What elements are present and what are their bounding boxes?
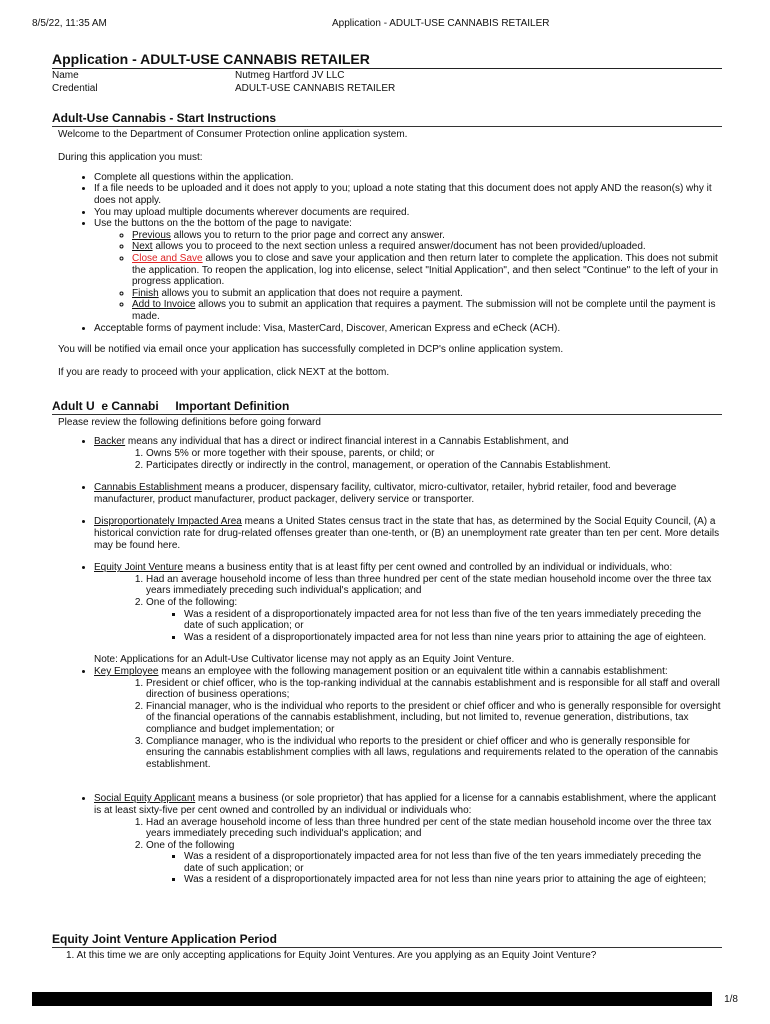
list-item: 3. Compliance manager, who is the individual who reports to the president or chief officer and who is generally responsible for ensuring the cannabis establishment complies with all laws, regulations and requirements related to the operation of the cannabis establishment. — [146, 736, 722, 771]
list-item — [94, 218, 722, 322]
sub-label: One of the following — [146, 839, 235, 851]
def-ejv — [94, 562, 722, 666]
during-text: During this application you must: — [58, 152, 203, 164]
meta-row-credential — [52, 83, 722, 96]
nav-item-add-invoice — [132, 299, 722, 322]
key-employee-term[interactable]: Key Employee — [94, 665, 159, 677]
ejv-question: 1. At this time we are only accepting applications for Equity Joint Ventures. Are you applying as an Equity Joint Venture? — [66, 950, 597, 962]
def-establishment — [94, 482, 722, 516]
backer-sublist — [94, 448, 722, 471]
sea-sublist — [94, 817, 722, 887]
ejv-period-heading: Equity Joint Venture Application Period — [52, 932, 722, 948]
def-desc: means any individual that has a direct or indirect financial interest in a Cannabis Establishment, and — [125, 436, 569, 448]
meta-value: Nutmeg Hartford JV LLC — [235, 70, 345, 81]
def-dia — [94, 516, 722, 562]
def-key-employee — [94, 666, 722, 793]
def-desc: means a United States census tract in the state that has, as determined by the Social Equity Council, (A) a historical conviction rate for drug-related offenses greater than one-tenth, or (B) an unemployment rate greater than ten per cent. More details may be found here. — [94, 516, 720, 551]
list-item: ▪ Was a resident of a disproportionately impacted area for not less than nine years prior to attaining the age of eighteen. — [184, 632, 722, 644]
list-item: ▪ Was a resident of a disproportionately impacted area for not less than nine years prior to attaining the age of eighteen; — [184, 874, 722, 886]
list-item: 1. Had an average household income of less than three hundred per cent of the state median household income over the three tax years immediately preceding such individual's application; and — [146, 574, 722, 597]
definitions-list — [52, 436, 722, 886]
ejv-period-section — [52, 932, 722, 962]
ejv-note: Note: Applications for an Adult-Use Cultivator license may not apply as an Equity Joint Venture. — [94, 654, 515, 666]
list-item: 2. Participates directly or indirectly in the control, management, or operation of the Cannabis Establishment. — [146, 460, 722, 472]
def-desc: means a business entity that is at least fifty per cent owned and controlled by an individual or individuals, who: — [182, 562, 673, 574]
notify-text: You will be notified via email once your application has successfully completed in DCP's online application system. — [58, 344, 564, 356]
list-item: • Complete all questions within the application. — [94, 172, 722, 184]
backer-term[interactable]: Backer — [94, 436, 126, 448]
instructions-heading: Adult-Use Cannabis - Start Instructions — [52, 111, 722, 127]
nav-desc: allows you to return to the prior page and correct any answer. — [170, 229, 445, 241]
print-datetime: 8/5/22, 11:35 AM — [32, 18, 107, 29]
instructions-section — [52, 111, 722, 379]
dia-term[interactable]: Disproportionately Impacted Area — [94, 516, 242, 528]
list-item: • You may upload multiple documents wherever documents are required. — [94, 207, 722, 219]
page-footer-bar — [32, 992, 712, 1006]
nav-item-next — [132, 241, 722, 253]
sub-label: One of the following: — [146, 597, 238, 608]
meta-label: Name — [52, 70, 79, 81]
meta-table — [52, 70, 722, 96]
nav-intro: Use the buttons on the the bottom of the page to navigate: — [94, 218, 352, 230]
next-link[interactable]: Next — [132, 241, 153, 253]
list-item — [146, 840, 722, 886]
application-document — [52, 50, 722, 962]
nav-item-close-save — [132, 253, 722, 288]
key-sublist — [94, 678, 722, 771]
sea-bullets — [146, 851, 722, 886]
meta-label: Credential — [52, 83, 98, 94]
def-desc: means a producer, dispensary facility, cultivator, micro-cultivator, retailer, hybrid retailer, food and beverage manufacturer, product manufacturer, product packager, delivery service or transporter. — [94, 482, 677, 505]
list-item: 1. Owns 5% or more together with their spouse, parents, or child; or — [146, 448, 722, 460]
ejv-bullets — [146, 609, 722, 644]
proceed-text: If you are ready to proceed with your application, click NEXT at the bottom. — [58, 367, 390, 379]
definitions-section — [52, 399, 722, 886]
ejv-sublist — [94, 574, 722, 644]
page-number: 1/8 — [724, 994, 738, 1005]
list-item: ▪ Was a resident of a disproportionately impacted area for not less than five of the ten years immediately preceding the date of such application; or — [184, 609, 722, 632]
nav-item-finish — [132, 288, 722, 300]
def-social-equity — [94, 793, 722, 886]
nav-desc: allows you to submit an application that requires a payment. The submission will not be complete until the payment is made. — [132, 299, 716, 322]
nav-item-previous — [132, 230, 722, 242]
def-backer — [94, 436, 722, 482]
meta-row-name — [52, 70, 722, 83]
list-item: 2. Financial manager, who is the individual who reports to the president or chief officer and who is generally responsible for oversight of the financial operations of the cannabis establishment, including, but not limited to, revenue generation, distributions, tax compliance and budget implementation; or — [146, 701, 722, 736]
nav-desc: allows you to close and save your application and then return later to complete the application. This does not submit the application. To reopen the application, log into elicense, select "Initial Application", and then select "Continue" to the left of your in progress application. — [132, 252, 719, 288]
welcome-text: Welcome to the Department of Consumer Protection online application system. — [58, 129, 408, 140]
payment-item: • Acceptable forms of payment include: Visa, MasterCard, Discover, American Express and eCheck (ACH). — [94, 323, 722, 335]
list-item: 1. President or chief officer, who is the top-ranking individual at the cannabis establishment and is responsible for all staff and overall direction of business operations; — [146, 678, 722, 701]
def-desc: means a business (or sole proprietor) that has applied for a license for a cannabis establishment, where the applicant is at least sixty-five per cent owned and controlled by an individual or individuals who: — [94, 793, 717, 816]
nav-button-list — [94, 230, 722, 323]
ejv-term[interactable]: Equity Joint Venture — [94, 562, 183, 574]
list-item — [146, 597, 722, 643]
meta-value: ADULT-USE CANNABIS RETAILER — [235, 83, 396, 94]
close-and-save-link[interactable]: Close and Save — [132, 252, 203, 264]
finish-link[interactable]: Finish — [132, 287, 159, 299]
definitions-intro: Please review the following definitions before going forward — [58, 416, 321, 428]
previous-link[interactable]: Previous — [132, 229, 171, 241]
page-title: Application - ADULT-USE CANNABIS RETAILER — [52, 50, 722, 69]
instruction-list — [52, 172, 722, 334]
add-to-invoice-link[interactable]: Add to Invoice — [132, 299, 196, 311]
print-title: Application - ADULT-USE CANNABIS RETAILER — [332, 18, 550, 29]
list-item: • If a file needs to be uploaded and it does not apply to you; upload a note stating that this document does not apply AND the reason(s) why it does not apply. — [94, 183, 722, 206]
list-item: ▪ Was a resident of a disproportionately impacted area for not less than five of the ten years immediately preceding the date of such application; or — [184, 851, 722, 874]
list-item: 1. Had an average household income of less than three hundred per cent of the state median household income over the three tax years immediately preceding such individual's application; and — [146, 817, 722, 840]
social-equity-term[interactable]: Social Equity Applicant — [94, 793, 196, 805]
nav-desc: allows you to submit an application that does not require a payment. — [158, 287, 463, 299]
nav-desc: allows you to proceed to the next section unless a required answer/document has not been provided/uploaded. — [152, 241, 646, 253]
def-desc: means an employee with the following management position or an equivalent title within a cannabis establishment: — [158, 665, 668, 677]
print-header — [32, 18, 738, 32]
establishment-term[interactable]: Cannabis Establishment — [94, 482, 202, 494]
definitions-heading: Adult U e Cannabi Important Definition — [52, 399, 722, 415]
